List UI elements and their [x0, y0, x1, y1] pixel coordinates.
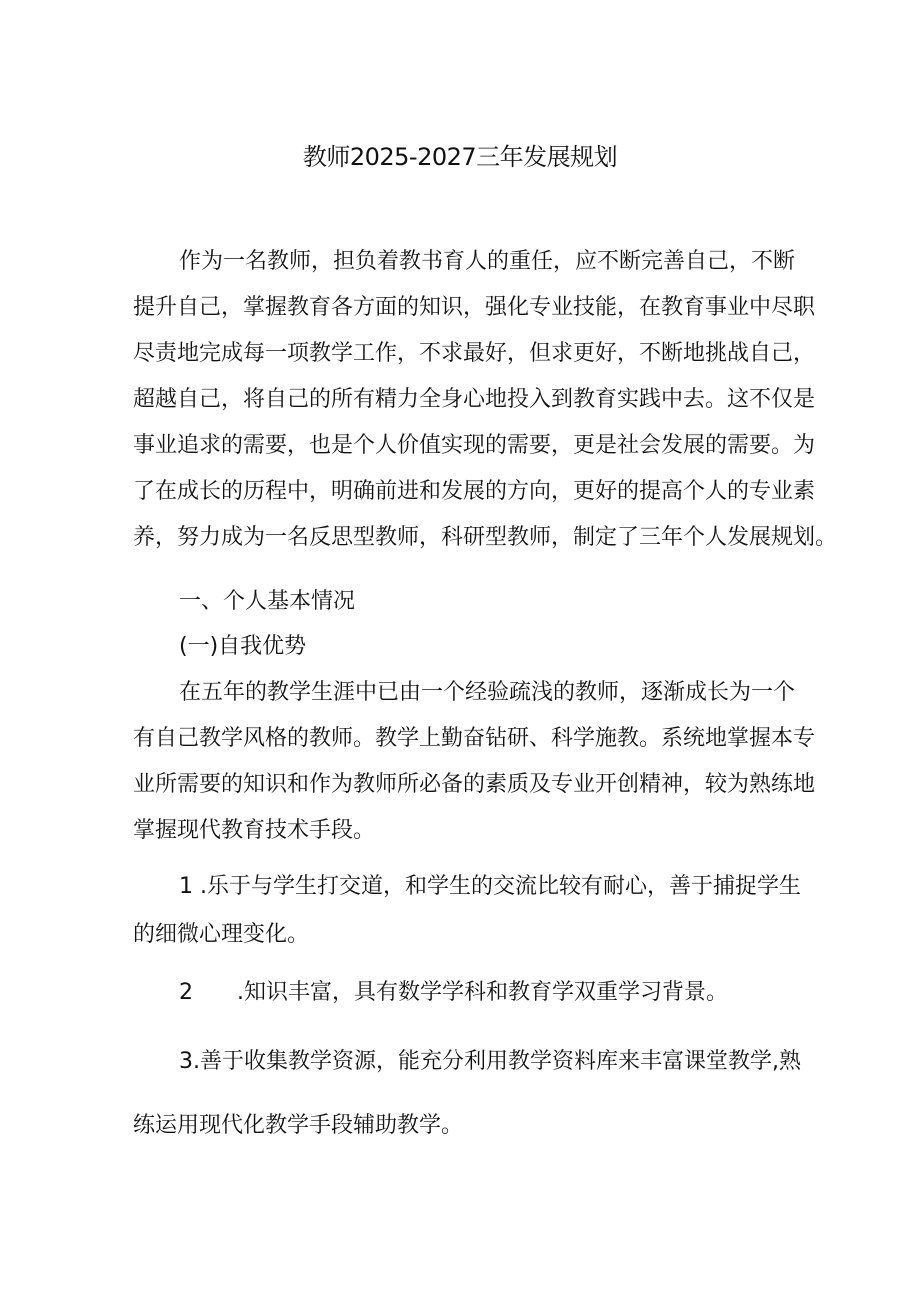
intro-line-6: 了在成长的历程中，明确前进和发展的方向，更好的提高个人的专业素 [133, 479, 816, 504]
strength-line-3: 业所需要的知识和作为教师所必备的素质及专业开创精神，较为熟练地 [133, 772, 816, 797]
item-1-line-2: 的细微心理变化。 [133, 922, 310, 947]
section-heading: 一、个人基本情况 [179, 589, 356, 614]
item-2-number: 2 [179, 980, 193, 1005]
item-2 [179, 977, 728, 1009]
item-3-line-1: 3.善于收集教学资源，能充分利用教学资料库来丰富课堂教学,熟 [179, 1049, 801, 1074]
intro-line-7: 养，努力成为一名反思型教师，科研型教师，制定了三年个人发展规划。 [133, 525, 838, 550]
intro-line-1: 作为一名教师，担负着教书育人的重任，应不断完善自己，不断 [179, 249, 796, 274]
item-3-line-2: 练运用现代化教学手段辅助教学。 [133, 1113, 464, 1138]
strength-line-2: 有自己教学风格的教师。教学上勤奋钻研、科学施教。系统地掌握本专 [133, 726, 816, 751]
subsection-heading: (一)自我优势 [179, 634, 307, 659]
intro-line-3: 尽责地完成每一项教学工作，不求最好，但求更好，不断地挑战自己， [133, 341, 816, 366]
strength-line-1: 在五年的教学生涯中已由一个经验疏浅的教师，逐渐成长为一个 [179, 680, 796, 705]
intro-line-5: 事业追求的需要，也是个人价值实现的需要，更是社会发展的需要。为 [133, 433, 816, 458]
strength-line-4: 掌握现代教育技术手段。 [133, 818, 376, 843]
item-2-text: .知识丰富，具有数学学科和教育学双重学习背景。 [237, 980, 728, 1005]
item-1-line-1: 1 .乐于与学生打交道，和学生的交流比较有耐心，善于捕捉学生 [179, 874, 801, 899]
intro-line-2: 提升自己，掌握教育各方面的知识，强化专业技能，在教育事业中尽职 [133, 295, 816, 320]
intro-line-4: 超越自己，将自己的所有精力全身心地投入到教育实践中去。这不仅是 [133, 387, 816, 412]
document-title: 教师2025-2027三年发展规划 [302, 143, 618, 171]
